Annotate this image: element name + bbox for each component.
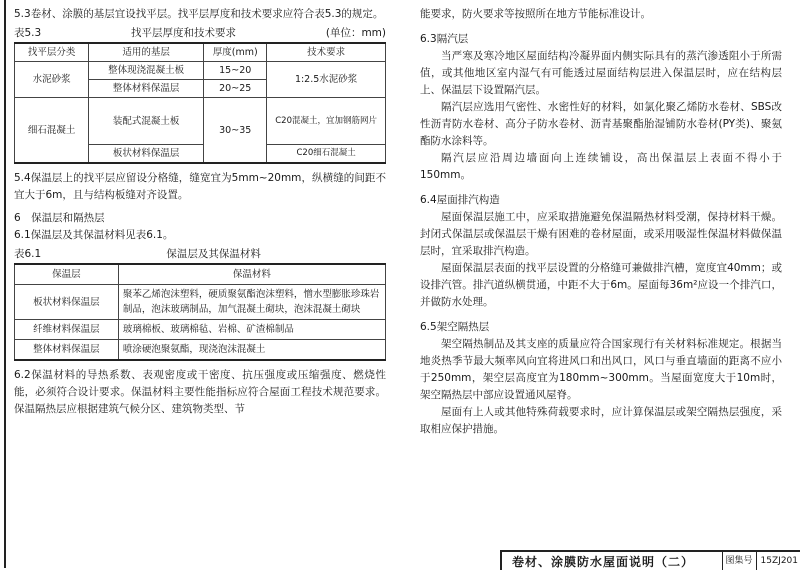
title-block [500, 550, 800, 570]
table-header-cell: 找平层分类 [15, 43, 89, 62]
table-row [15, 340, 386, 361]
table-cell: 整体材料保温层 [89, 80, 204, 98]
paragraph-5-3: 5.3卷材、涂膜的基层宜设找平层。找平层厚度和技术要求应符合表5.3的规定。 [14, 8, 384, 20]
table-cell: 整体现浇混凝土板 [89, 62, 204, 80]
paragraph-5-4: 5.4保温层上的找平层应留设分格缝，缝宽宜为5mm~20mm，纵横缝的间距不宜大于6m，且与结构板缝对齐设置。 [14, 172, 386, 201]
table-5-3-unit: (单位：mm) [325, 27, 386, 39]
paragraph-6-3-c: 隔汽层应沿周边墙面向上连续铺设，高出保温层上表面不得小于150mm。 [420, 152, 782, 181]
drawing-title: 卷材、涂膜防水屋面说明（二） [512, 554, 695, 569]
table-cell: 纤维材料保温层 [15, 320, 119, 340]
table-cell: 板状材料保温层 [15, 285, 119, 320]
table-5-3-caption [14, 25, 386, 42]
table-5-3 [14, 42, 386, 164]
table-cell: C20细石混凝土 [267, 145, 386, 164]
atlas-number-value: 15ZJ201 [756, 552, 800, 570]
table-row [15, 62, 386, 80]
section-heading-6-4: 6.4屋面排汽构造 [420, 194, 500, 206]
table-cell: 装配式混凝土板 [89, 98, 204, 145]
table-cell: 15~20 [204, 62, 267, 80]
table-6-1-label: 表6.1 [14, 248, 42, 260]
table-header-cell: 技术要求 [267, 43, 386, 62]
table-cell: 30~35 [204, 98, 267, 164]
paragraph-6-5-a: 架空隔热制品及其支座的质量应符合国家现行有关材料标准规定。根据当地炎热季节最大频率风向宜将进风口和出风口，风口与垂直墙面的距离不应小于250mm，架空层高度宜为180mm~300mm。当屋面宽度大于10m时，架空隔热层中部应设置通风屋脊。 [420, 338, 782, 401]
paragraph-6-3-a: 当严寒及寒冷地区屋面结构冷凝界面内侧实际具有的蒸汽渗透阻小于所需值，或其他地区室内湿气有可能透过屋面结构层进入保温层时，应在结构层上、保温层下设置隔汽层。 [420, 50, 782, 96]
table-6-1-title: 保温层及其保温材料 [166, 248, 261, 260]
paragraph-6-4-a: 屋面保温层施工中，应采取措施避免保温隔热材料受潮，保持材料干燥。封闭式保温层或保温层干燥有困难的卷材屋面，或采用吸湿性保温材料做保温层时，宜采取排汽构造。 [420, 211, 782, 257]
table-row [15, 98, 386, 145]
paragraph-6-3-b: 隔汽层应选用气密性、水密性好的材料，如氯化聚乙烯防水卷材、SBS改性沥青防水卷材、高分子防水卷材、沥青基聚酯胎湿铺防水卷材(PY类)、聚氨酯防水涂料等。 [420, 101, 782, 147]
table-header-cell: 保温层 [15, 264, 119, 285]
paragraph-6-2: 6.2保温材料的导热系数、表观密度或干密度、抗压强度或压缩强度、燃烧性能，必须符合设计要求。保温材料主要性能指标应符合屋面工程技术规范要求。保温隔热层应根据建筑气候分区、建筑物类型、节 [14, 369, 386, 415]
right-column [420, 6, 782, 438]
section-heading-6-5: 6.5架空隔热层 [420, 321, 490, 333]
table-6-1 [14, 263, 386, 361]
section-heading-6-3: 6.3隔汽层 [420, 33, 469, 45]
table-cell: C20混凝土，宜加钢筋网片 [267, 98, 386, 145]
paragraph-6-4-b: 屋面保温层表面的找平层设置的分格缝可兼做排汽槽，宽度宜40mm；或设排汽管。排汽道纵横贯通，中距不大于6m。屋面每36m²应设一个排汽口，并做防水处理。 [420, 262, 782, 308]
table-header-cell: 保温材料 [118, 264, 385, 285]
table-cell: 板状材料保温层 [89, 145, 204, 164]
page-border [4, 0, 6, 568]
table-cell: 20~25 [204, 80, 267, 98]
table-row [15, 320, 386, 340]
table-cell: 喷涂硬泡聚氨酯，现浇泡沫混凝土 [118, 340, 385, 361]
section-heading-6: 6 保温层和隔热层 [14, 212, 105, 224]
table-5-3-label: 表5.3 [14, 27, 42, 39]
table-cell: 聚苯乙烯泡沫塑料，硬质聚氨酯泡沫塑料，憎水型膨胀珍珠岩制品，泡沫玻璃制品，加气混凝土砌块，泡沫混凝土砌块 [118, 285, 385, 320]
table-header-cell: 厚度(mm) [204, 43, 267, 62]
left-column [14, 6, 386, 418]
table-header-row [15, 264, 386, 285]
table-header-cell: 适用的基层 [89, 43, 204, 62]
table-6-1-caption [14, 246, 386, 263]
paragraph-6-5-b: 屋面有上人或其他特殊荷载要求时，应计算保温层或架空隔热层强度，采取相应保护措施。 [420, 406, 782, 435]
table-cell: 细石混凝土 [15, 98, 89, 164]
atlas-number-label: 图集号 [722, 552, 756, 570]
table-5-3-title: 找平层厚度和技术要求 [131, 27, 237, 39]
table-cell: 整体材料保温层 [15, 340, 119, 361]
paragraph-continued: 能要求，防火要求等按照所在地方节能标准设计。 [420, 8, 651, 20]
table-row [15, 285, 386, 320]
paragraph-6-1: 6.1保温层及其保温材料见表6.1。 [14, 229, 174, 241]
table-cell: 1:2.5水泥砂浆 [267, 62, 386, 98]
table-header-row [15, 43, 386, 62]
table-cell: 水泥砂浆 [15, 62, 89, 98]
table-cell: 玻璃棉板、玻璃棉毡、岩棉、矿渣棉制品 [118, 320, 385, 340]
